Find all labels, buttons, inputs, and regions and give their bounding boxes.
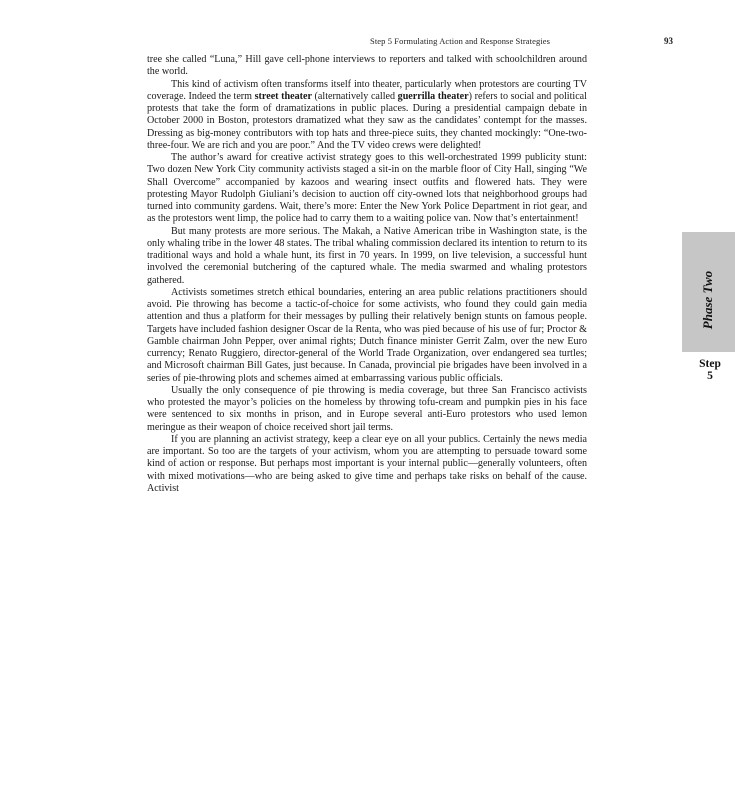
paragraph-5: Activists sometimes stretch ethical boundaries, entering an area public relations practitioners should avoid. Pie throwing has become a tactic-of-choice for some activists, who found they could gain media attention and thus a platform for their messages by pulling their relatively benign stunts on famous people. Targets have included fashion designer Oscar de la Renta, who was pied because of his use of fur; Proctor & Gamble chairman John Pepper, over animal rights; Dutch finance minister Gerrit Zalm, over the new Euro currency; Renato Ruggiero, director-general of the World Trade Organization, over endangered sea turtles; and Microsoft chairman Bill Gates, just because. In Canada, provincial pie brigades have been involved in a series of pie-throwing plots and schemes aimed at embarrassing various public officials. (147, 286, 587, 384)
paragraph-2-part-b: (alternatively called (311, 90, 398, 102)
paragraph-2 (147, 79, 587, 153)
step-word: Step (699, 358, 721, 370)
phase-label: Phase Two (700, 270, 715, 330)
paragraph-4: But many protests are more serious. The Makah, a Native American tribe in Washington state, is the only whaling tribe in the lower 48 states. The tribal whaling commission declared its intention to return to its traditional ways and hold a whale hunt, its first in 70 years. In 1999, on live television, a successful hunt involved the ceremonial butchering of the captured whale. The media swarmed and whaling protestors gathered. (147, 225, 587, 286)
paragraph-2-part-c: ) refers to social and political protests that take the form of dramatizations in public places. During a presidential campaign debate in October 2000 in Boston, protestors dramatized what they saw as the candidates’ contempt for the masses. Dressing as big-money contributors with top hats and three-piece suits, they chanted mockingly: “One-two-three-four. We are rich and you are poor.” And the TV video crews were delighted! (147, 90, 587, 151)
paragraph-2-part-a: This kind of activism often transforms itself into theater, particularly when protestors are courting TV coverage. Indeed the term (147, 78, 587, 102)
paragraph-3: The author’s award for creative activist strategy goes to this well-orchestrated 1999 publicity stunt: Two dozen New York City community activists staged a sit-in on the marble floor of City Hall, singing “We Shall Overcome” accompanied by kazoos and wearing insect outfits and flowered hats. They were protesting Mayor Rudolph Giuliani’s decision to auction off city-owned lots that neighborhood groups had turned into community gardens. Wait, there’s more: Enter the New York Police Department in riot gear, and as the protestors went limp, the police had to carry them to a waiting police van. Now that’s entertainment! (147, 152, 587, 225)
step-label (690, 358, 730, 382)
step-number: 5 (707, 370, 713, 382)
page-number: 93 (664, 36, 673, 46)
running-head: Step 5 Formulating Action and Response Strategies (370, 36, 551, 46)
paragraph-7: If you are planning an activist strategy, keep a clear eye on all your publics. Certainly the news media are important. So too are the targets of your activism, whom you are attempting to persuade toward some kind of action or response. But perhaps most important is your internal public—generally volunteers, often with mixed motivations—who are being asked to give time and perhaps take risks on behalf of the cause. Activist (147, 433, 587, 494)
paragraph-1: tree she called “Luna,” Hill gave cell-phone interviews to reporters and talked with schoolchildren around the world. (147, 54, 587, 78)
paragraph-6: Usually the only consequence of pie throwing is media coverage, but three San Francisco activists who protested the mayor’s policies on the homeless by throwing tofu-cream and pumpkin pies in his face were sentenced to six months in prison, and in Europe several anti-Euro protestors who used lemon meringue as their weapon of choice received short jail terms. (147, 384, 587, 433)
term-street-theater: street theater (254, 90, 312, 102)
body-text (147, 54, 587, 495)
term-guerrilla-theater: guerrilla theater (397, 90, 469, 102)
